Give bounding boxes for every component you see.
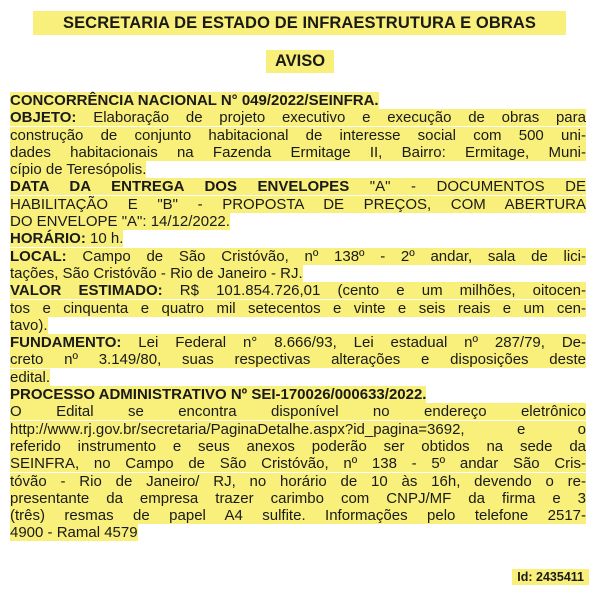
objeto-text-2: construção de conjunto habitacional de interesse social com 500 uni- <box>10 126 586 144</box>
horario-label: HORÁRIO: <box>10 230 86 248</box>
local-text-1: Campo de São Cristóvão, nº 138º - 2º andar, sala de lici- <box>82 247 586 265</box>
document-id-badge: Id: 2435411 <box>512 569 589 585</box>
local-label: LOCAL: <box>10 247 67 265</box>
valor-line-3 <box>10 317 586 334</box>
valor-line-2 <box>10 300 586 317</box>
processo-line-6 <box>10 490 586 507</box>
processo-text-8: 4900 - Ramal 4579 <box>10 524 138 542</box>
processo-line-3 <box>10 438 586 455</box>
fundamento-line-2 <box>10 351 586 368</box>
notice-heading: AVISO <box>266 50 334 73</box>
objeto-text-1: Elaboração de projeto executivo e execução de obras para <box>93 109 586 127</box>
entrega-text-2: HABILITAÇÃO E "B" - PROPOSTA DE PREÇOS, COM ABERTURA <box>10 195 586 213</box>
processo-line-4 <box>10 455 586 472</box>
processo-title-line <box>10 386 586 403</box>
processo-text-7: (três) resmas de papel A4 sulfite. Informações pelo telefone 2517- <box>10 507 586 525</box>
local-line-2 <box>10 265 586 282</box>
processo-line-2 <box>10 421 586 438</box>
concorrencia-title: CONCORRÊNCIA NACIONAL N° 049/2022/SEINFRA. <box>10 92 379 109</box>
valor-text-1: R$ 101.854.726,01 (cento e um milhões, oitocen- <box>179 282 587 300</box>
fundamento-text-1: Lei Federal n° 8.666/93, Lei estadual nº 287/79, De- <box>138 334 586 352</box>
entrega-line-2 <box>10 196 586 213</box>
valor-label: VALOR ESTIMADO: <box>10 282 163 300</box>
valor-text-3: tavo). <box>10 316 48 334</box>
local-line-1 <box>10 248 586 265</box>
concorrencia-line <box>10 92 586 109</box>
notice-body <box>10 92 586 542</box>
fundamento-line-1 <box>10 334 586 351</box>
entrega-text-1: "A" - DOCUMENTOS DE <box>369 178 586 196</box>
objeto-line-3 <box>10 144 586 161</box>
entrega-label: DATA DA ENTREGA DOS ENVELOPES <box>10 178 350 196</box>
objeto-text-4: cípio de Teresópolis. <box>10 161 147 179</box>
horario-line <box>10 230 586 247</box>
entrega-text-3: DO ENVELOPE "A": 14/12/2022. <box>10 213 230 231</box>
objeto-line-1 <box>10 109 586 126</box>
fundamento-label: FUNDAMENTO: <box>10 334 122 352</box>
objeto-line-2 <box>10 127 586 144</box>
entrega-line-3 <box>10 213 586 230</box>
processo-url: http://www.rj.gov.br/secretaria/PaginaDetalhe.aspx?id_pagina=3692, e o <box>10 420 586 438</box>
fundamento-text-2: creto nº 3.149/80, suas respectivas alterações e disposições deste <box>10 351 586 369</box>
objeto-text-3: dades habitacionais na Fazenda Ermitage II, Bairro: Ermitage, Muni- <box>10 143 586 161</box>
valor-line-1 <box>10 282 586 299</box>
processo-line-5 <box>10 473 586 490</box>
objeto-line-4 <box>10 161 586 178</box>
processo-line-8 <box>10 524 586 541</box>
processo-text-5: tóvão - Rio de Janeiro/ RJ, no horário de 10 às 16h, devendo o re- <box>10 472 586 490</box>
processo-text-3: referido instrumento e seus anexos poderão ser obtidos na sede da <box>10 437 586 455</box>
processo-text-6: presentante da empresa trazer carimbo com CNPJ/MF da firma e 3 <box>10 489 586 507</box>
objeto-label: OBJETO: <box>10 109 77 127</box>
organization-title: SECRETARIA DE ESTADO DE INFRAESTRUTURA E OBRAS <box>33 11 566 35</box>
fundamento-text-3: edital. <box>10 368 51 386</box>
processo-line-7 <box>10 507 586 524</box>
valor-text-2: tos e cinquenta e quatro mil setecentos e vinte e seis reais e um cen- <box>10 299 586 317</box>
entrega-line-1 <box>10 178 586 195</box>
local-text-2: tações, São Cristóvão - Rio de Janeiro - RJ. <box>10 264 303 282</box>
processo-title: PROCESSO ADMINISTRATIVO Nº SEI-170026/000633/2022. <box>10 386 427 404</box>
processo-text-1: O Edital se encontra disponível no endereço eletrônico <box>10 403 586 421</box>
fundamento-line-3 <box>10 369 586 386</box>
processo-text-4: SEINFRA, no Campo de São Cristóvão, nº 138 - 5º andar São Cris- <box>10 455 586 473</box>
horario-value: 10 h. <box>90 230 124 248</box>
processo-line-1 <box>10 403 586 420</box>
